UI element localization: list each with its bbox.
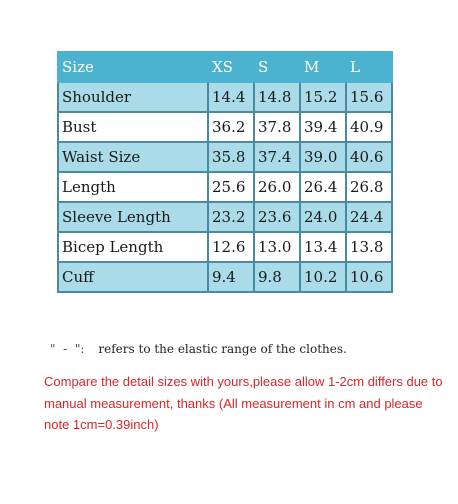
table-cell: 9.4: [208, 262, 254, 292]
table-cell: 39.4: [300, 112, 346, 142]
table-cell: 35.8: [208, 142, 254, 172]
size-header-row: [58, 52, 392, 82]
header-cell: M: [300, 52, 346, 82]
elastic-note-text: refers to the elastic range of the clothes.: [98, 342, 347, 356]
table-cell: 37.8: [254, 112, 300, 142]
table-cell: 10.2: [300, 262, 346, 292]
table-cell: 40.6: [346, 142, 392, 172]
table-cell: 14.4: [208, 82, 254, 112]
table-cell: 13.0: [254, 232, 300, 262]
table-cell: 14.8: [254, 82, 300, 112]
row-label: Bust: [58, 112, 208, 142]
table-cell: 25.6: [208, 172, 254, 202]
header-cell: S: [254, 52, 300, 82]
measurement-notice: Compare the detail sizes with yours,please allow 1-2cm differs due to manual measurement, thanks (All measurement in cm and please note 1cm=0.39inch): [44, 374, 443, 432]
header-cell: Size: [58, 52, 208, 82]
table-row: [58, 262, 392, 292]
table-cell: 40.9: [346, 112, 392, 142]
table-cell: 37.4: [254, 142, 300, 172]
table-cell: 26.0: [254, 172, 300, 202]
header-cell: XS: [208, 52, 254, 82]
table-row: [58, 232, 392, 262]
table-cell: 13.8: [346, 232, 392, 262]
table-row: [58, 112, 392, 142]
table-cell: 26.4: [300, 172, 346, 202]
table-cell: 39.0: [300, 142, 346, 172]
table-row: [58, 172, 392, 202]
row-label: Cuff: [58, 262, 208, 292]
table-row: [58, 142, 392, 172]
table-cell: 12.6: [208, 232, 254, 262]
table-cell: 15.2: [300, 82, 346, 112]
header-cell: L: [346, 52, 392, 82]
table-cell: 13.4: [300, 232, 346, 262]
table-cell: 10.6: [346, 262, 392, 292]
row-label: Length: [58, 172, 208, 202]
size-chart-table: [57, 51, 393, 293]
row-label: Waist Size: [58, 142, 208, 172]
elastic-marker: " - ":: [50, 342, 85, 356]
table-cell: 36.2: [208, 112, 254, 142]
row-label: Sleeve Length: [58, 202, 208, 232]
table-cell: 23.2: [208, 202, 254, 232]
elastic-range-note: [50, 342, 347, 356]
table-cell: 26.8: [346, 172, 392, 202]
table-cell: 23.6: [254, 202, 300, 232]
table-cell: 24.4: [346, 202, 392, 232]
table-cell: 9.8: [254, 262, 300, 292]
row-label: Bicep Length: [58, 232, 208, 262]
table-cell: 15.6: [346, 82, 392, 112]
table-cell: 24.0: [300, 202, 346, 232]
row-label: Shoulder: [58, 82, 208, 112]
table-row: [58, 82, 392, 112]
table-row: [58, 202, 392, 232]
